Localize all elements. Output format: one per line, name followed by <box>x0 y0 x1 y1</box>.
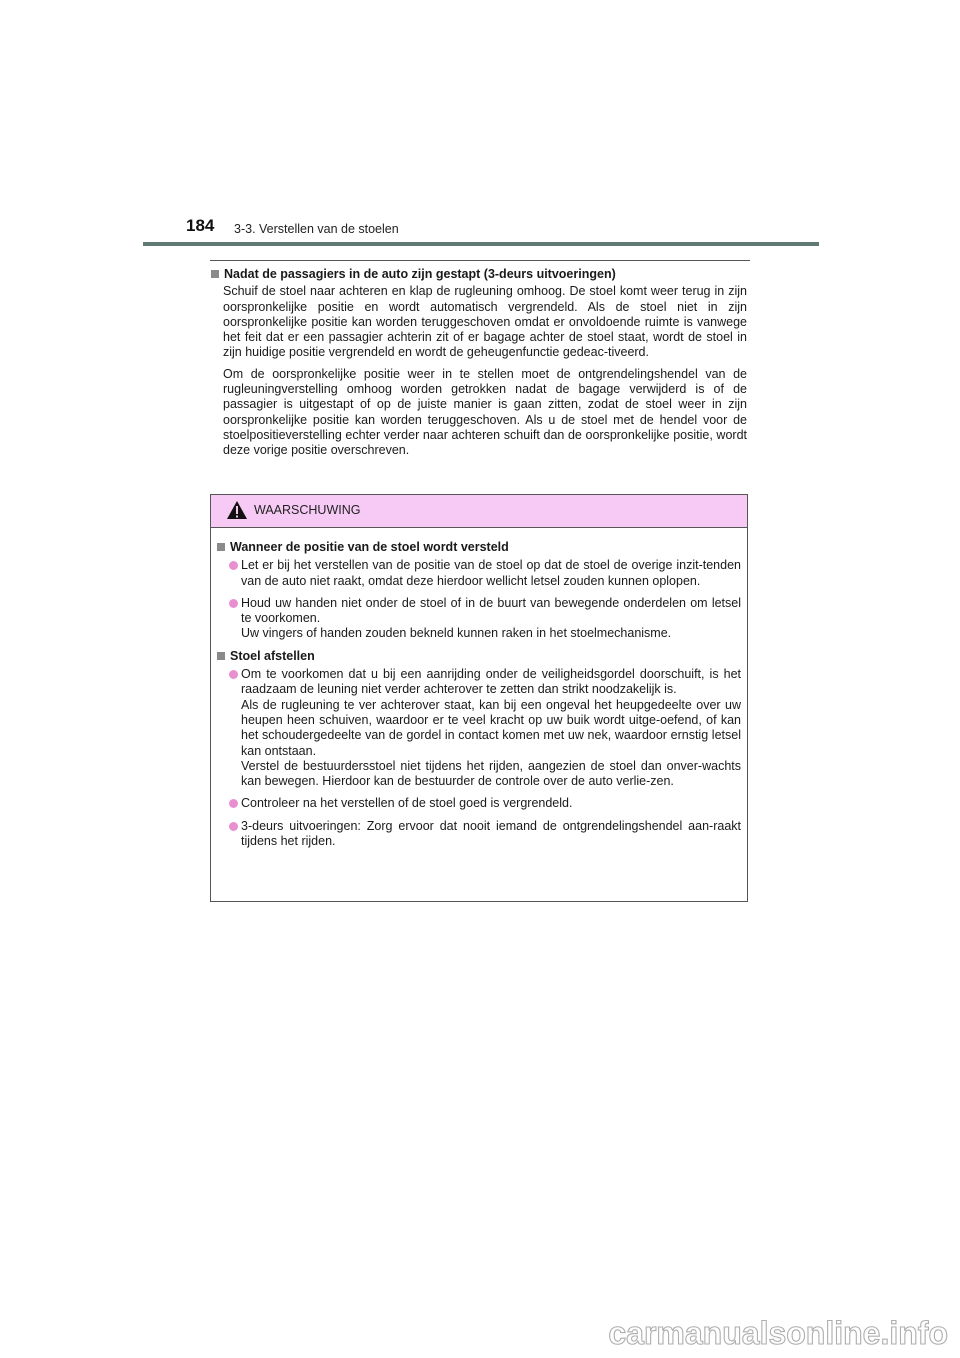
paragraph: Schuif de stoel naar achteren en klap de rugleuning omhoog. De stoel komt weer terug in zijn oorspronkelijke positie en wordt automatisch vergrendeld. Als de stoel niet in zijn oorspronkelijke positie kan worden teruggeschoven omdat er onvoldoende ruimte is vanwege het feit dat er een passagier achterin zit of er bagage achter de stoel staat, wordt de stoel in zijn huidige positie vergrendeld en wordt de geheugenfunctie gedeac-tiveerd. <box>223 284 747 360</box>
svg-text:carmanualsonline.info: carmanualsonline.info <box>608 1315 948 1351</box>
warning-item-text: Controleer na het verstellen of de stoel goed is vergrendeld. <box>241 796 573 811</box>
warning-group-heading-text: Wanneer de positie van de stoel wordt versteld <box>230 540 509 554</box>
running-head: 3-3. Verstellen van de stoelen <box>234 222 399 236</box>
warning-item-text: Als de rugleuning te ver achterover staat, kan bij een ongeval het heupgedeelte over uw heupen heen schuiven, waardoor er te veel kracht op uw buik wordt uitge-oefend, of kan het schoudergedeelte van de gordel in contact komen met uw nek, waardoor ernstig letsel kan ontstaan. <box>241 697 741 758</box>
warning-title: WAARSCHUWING <box>254 503 361 517</box>
warning-item-text: Uw vingers of handen zouden bekneld kunnen raken in het stoelmechanisme. <box>241 626 672 641</box>
warning-group-heading-text: Stoel afstellen <box>230 648 315 663</box>
page-number: 184 <box>186 216 215 235</box>
section-heading-text: Nadat de passagiers in de auto zijn gestapt (3-deurs uitvoeringen) <box>224 267 616 281</box>
warning-item-text: Om te voorkomen dat u bij een aanrijding onder de veiligheidsgordel doorschuift, is het raadzaam de leuning niet verder achterover te zetten dan strikt noodzakelijk is. <box>241 667 741 697</box>
warning-item-text: Houd uw handen niet onder de stoel of in de buurt van bewegende onderdelen om letsel te voorkomen. <box>241 595 741 626</box>
paragraph: Om de oorspronkelijke positie weer in te stellen moet de ontgrendelingshendel van de rugleuningverstelling omhoog worden getrokken nadat de bagage verwijderd is of de passagier is uitgestapt of op de juiste manier is gaan zitten, zodat de stoel weer in zijn oorspronkelijke positie kan worden teruggeschoven. Als u de stoel met de hendel voor de stoelpositieverstelling echter verder naar achteren schuift dan de oorspronkelijke positie, wordt deze vorige positie overschreven. <box>223 366 747 458</box>
warning-item-text: Verstel de bestuurdersstoel niet tijdens het rijden, aangezien de stoel dan onver-wachts kan bewegen. Hierdoor kan de bestuurder de controle over de auto verlie-zen. <box>241 758 741 789</box>
warning-item-text: 3-deurs uitvoeringen: Zorg ervoor dat nooit iemand de ontgrendelingshendel aan-raakt tijdens het rijden. <box>241 818 741 849</box>
warning-item-text: Let er bij het verstellen van de positie van de stoel op dat de stoel de overige inzit-tenden van de auto niet raakt, omdat deze hierdoor wellicht letsel zouden kunnen oplopen. <box>241 558 741 588</box>
